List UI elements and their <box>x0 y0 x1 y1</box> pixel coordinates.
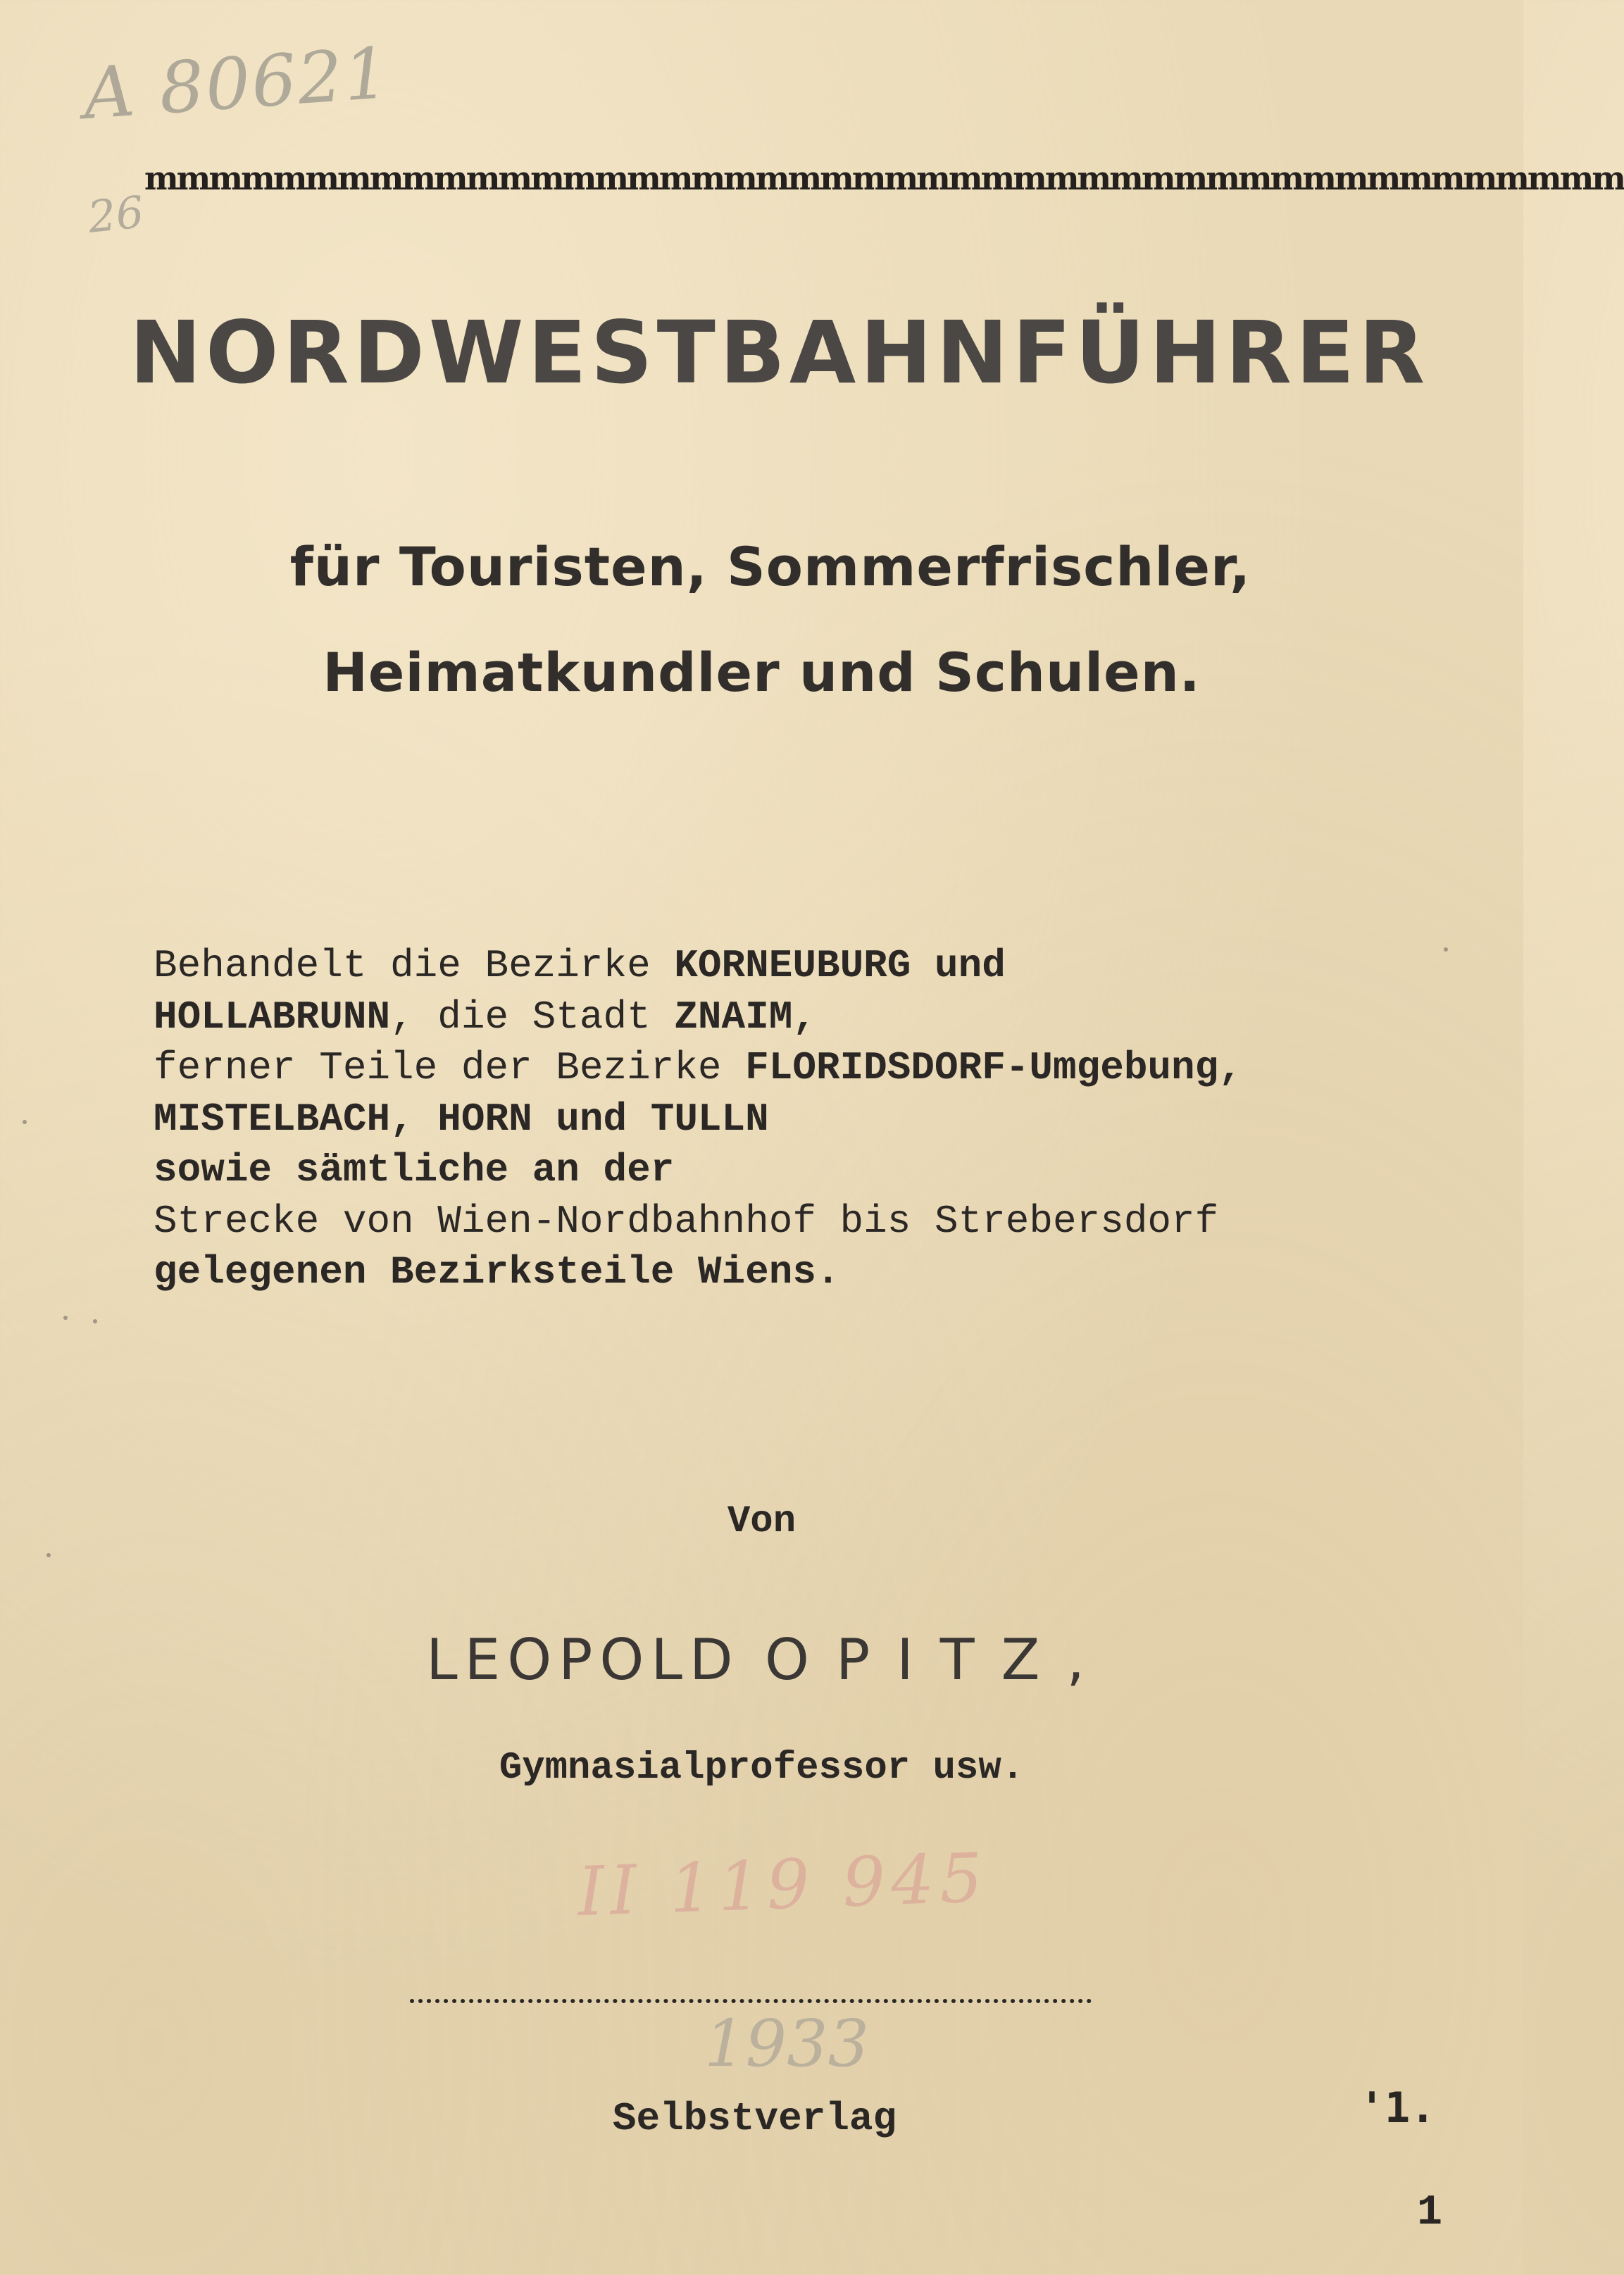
desc-text: und <box>911 943 1006 988</box>
author-last-name: OPITZ, <box>765 1627 1111 1693</box>
subtitle-line-1: für Touristen, Sommerfrischler, <box>289 535 1251 598</box>
description-line-2 <box>154 992 1242 1043</box>
author-first-name: LEOPOLD <box>426 1627 740 1693</box>
handwritten-shelf-sub: 26 <box>85 186 146 243</box>
desc-text: , <box>792 994 816 1040</box>
description-line-1 <box>154 940 1242 992</box>
handwritten-shelf-mark: A 80621 <box>80 31 393 136</box>
desc-emph: HOLLABRUNN <box>154 994 391 1040</box>
publisher: Selbstverlag <box>612 2096 897 2141</box>
desc-emph: FLORIDSDORF-Umgebung <box>745 1045 1219 1090</box>
desc-emph: KORNEUBURG <box>674 943 911 988</box>
paper-speck <box>1444 947 1448 952</box>
handwritten-year: 1933 <box>704 2006 870 2081</box>
paper-speck <box>63 1316 68 1320</box>
sheet-signature-mark: '1. <box>1359 2083 1436 2133</box>
desc-text: ferner Teile der Bezirke <box>154 1045 746 1090</box>
paper-speck <box>93 1319 97 1323</box>
description-line-6: Strecke von Wien-Nordbahnhof bis Strebersdorf <box>154 1198 1219 1244</box>
desc-text: , <box>1218 1045 1242 1090</box>
author-name <box>0 1627 1523 1693</box>
desc-text: , die Stadt <box>390 994 675 1040</box>
description-line-3 <box>154 1042 1242 1094</box>
page-number: 1 <box>1417 2189 1443 2237</box>
paper-speck <box>23 1120 27 1124</box>
description-line-7: gelegenen Bezirksteile Wiens. <box>154 1249 840 1295</box>
decorative-rule: mmmmmmmmmmmmmmmmmmmmmmmmmmmmmmmmmmmmmmmmmmmmmm <box>144 159 1624 197</box>
page-title: NORDWESTBAHNFÜHRER <box>129 303 1430 403</box>
divider-rule <box>410 1999 1092 2003</box>
subtitle-line-2: Heimatkundler und Schulen. <box>323 641 1201 704</box>
accession-number-stamp: II 119 945 <box>576 1838 990 1932</box>
desc-text: Behandelt die Bezirke <box>154 943 675 988</box>
byline: Von <box>727 1500 797 1543</box>
author-title: Gymnasialprofessor usw. <box>499 1747 1025 1790</box>
description-line-4: MISTELBACH, HORN und TULLN <box>154 1096 769 1142</box>
description-line-5: sowie sämtliche an der <box>154 1147 675 1192</box>
paper-speck <box>46 1553 51 1557</box>
description-block <box>154 940 1242 1298</box>
desc-emph: ZNAIM <box>674 994 793 1040</box>
